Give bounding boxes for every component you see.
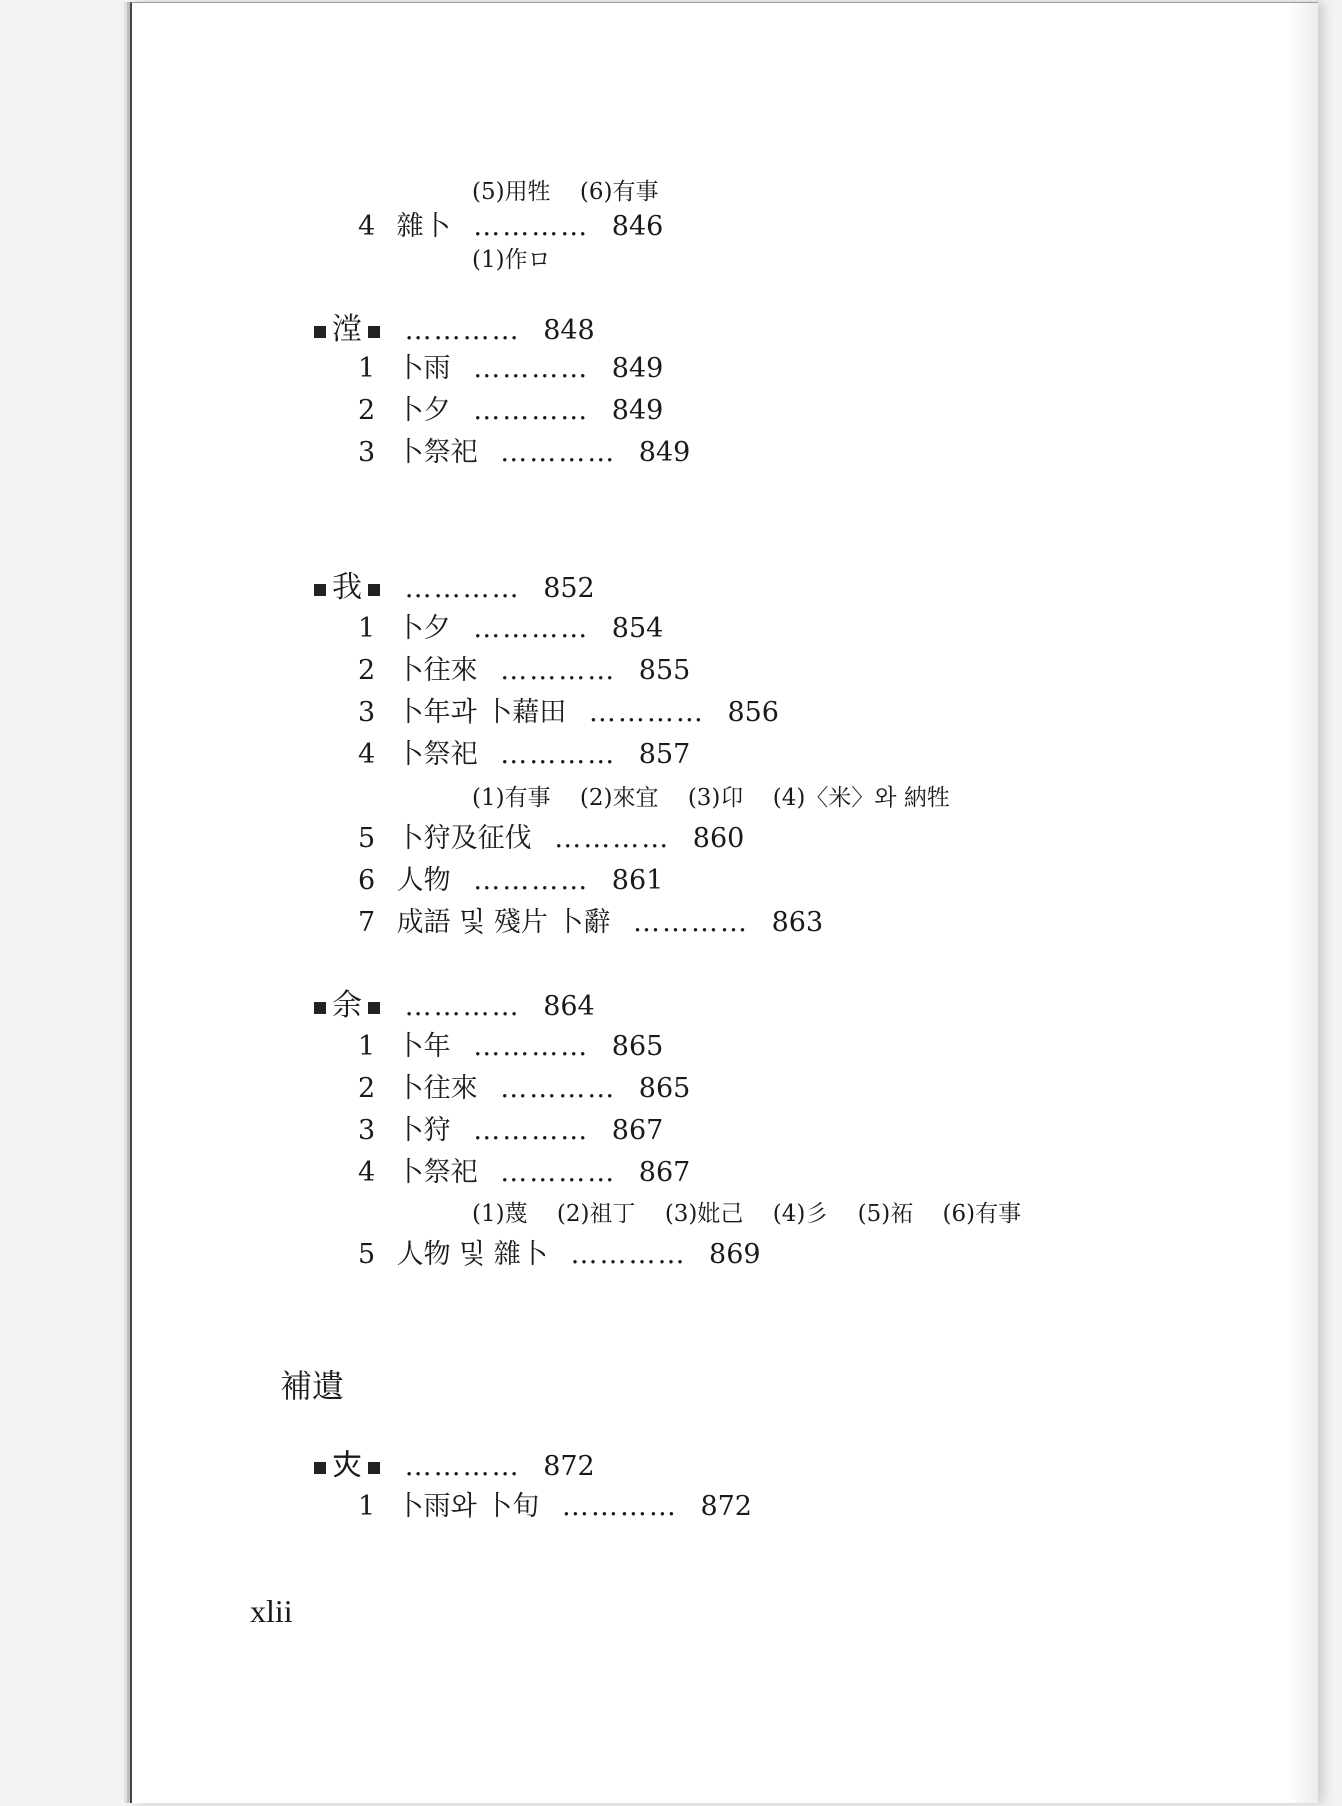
dot-leader: ………… [500, 1157, 617, 1188]
book-page [130, 2, 1318, 1803]
entry-title: 卜祭祀 [396, 437, 478, 468]
toc-subitems [472, 249, 551, 272]
entry-title: 卜往來 [396, 1073, 478, 1104]
page-number: 872 [543, 1451, 595, 1482]
dot-leader: ………… [633, 907, 750, 938]
page-number: 869 [709, 1239, 761, 1270]
toc-entry [358, 741, 690, 768]
page-number: 861 [611, 865, 664, 896]
entry-number: 2 [358, 395, 376, 426]
toc-subitems [472, 787, 950, 810]
entry-number: 1 [358, 353, 376, 384]
dot-leader: ………… [588, 697, 705, 728]
toc-entry [358, 867, 663, 894]
toc-entry [358, 699, 779, 726]
entry-title: 人物 및 雜卜 [396, 1239, 548, 1270]
square-bullet-icon [314, 1002, 326, 1014]
entry-number: 5 [358, 1239, 376, 1270]
dot-leader: ………… [500, 739, 617, 770]
entry-title: 卜雨와 卜旬 [396, 1491, 540, 1522]
page-number: 856 [727, 697, 779, 728]
toc-entry [358, 615, 663, 642]
toc-entry [358, 1075, 690, 1102]
dot-leader: ………… [473, 211, 590, 242]
subitem: (5)用牲 [472, 179, 551, 205]
section-heading: 補遺 [280, 1367, 345, 1405]
page-number: 849 [638, 437, 691, 468]
page-number: 864 [543, 991, 595, 1022]
toc-section [308, 570, 595, 605]
toc-entry [358, 1241, 761, 1268]
dot-leader: ………… [500, 655, 617, 686]
page-number: 865 [638, 1073, 691, 1104]
subitem: (6)有事 [942, 1201, 1022, 1227]
page-number: 846 [611, 211, 664, 242]
page-number: 867 [611, 1115, 664, 1146]
toc-entry [358, 909, 823, 936]
page-number: 857 [638, 739, 691, 770]
toc-section [308, 312, 595, 347]
subitem: (1)作ロ [472, 247, 551, 273]
section-title: 余 [332, 988, 362, 1023]
toc-entry [358, 1159, 690, 1186]
dot-leader: ………… [473, 1115, 590, 1146]
entry-title: 卜祭祀 [396, 739, 478, 770]
page-number: 849 [611, 353, 664, 384]
dot-leader: ………… [500, 437, 617, 468]
dot-leader: ………… [473, 1031, 590, 1062]
table-of-contents [132, 3, 1318, 1803]
page-number: 863 [771, 907, 824, 938]
square-bullet-icon [368, 584, 380, 596]
entry-number: 5 [358, 823, 376, 854]
toc-entry [358, 825, 744, 852]
entry-number: 3 [358, 697, 376, 728]
entry-number: 3 [358, 1115, 376, 1146]
entry-title: 卜狩 [396, 1115, 451, 1146]
toc-subitems [472, 181, 659, 204]
toc-subitems [472, 1203, 1021, 1226]
toc-section [308, 988, 595, 1023]
entry-title: 卜祭祀 [396, 1157, 478, 1188]
entry-number: 4 [358, 739, 376, 770]
subitem: (3)卬 [687, 785, 744, 811]
square-bullet-icon [368, 326, 380, 338]
entry-number: 2 [358, 655, 376, 686]
entry-number: 4 [358, 1157, 376, 1188]
toc-entry [358, 397, 663, 424]
square-bullet-icon [314, 584, 326, 596]
section-title: 漟 [332, 312, 362, 347]
subitem: (6)有事 [579, 179, 659, 205]
entry-title: 卜夕 [396, 613, 451, 644]
subitem: (4)〈米〉와 納牲 [772, 785, 950, 811]
subitem: (1)有事 [472, 785, 551, 811]
entry-title: 雜卜 [396, 211, 451, 242]
page-folio: xlii [250, 1593, 293, 1629]
dot-leader: ………… [561, 1491, 678, 1522]
entry-title: 卜雨 [396, 353, 451, 384]
subitem: (2)來宜 [579, 785, 659, 811]
entry-number: 6 [358, 865, 376, 896]
dot-leader: ………… [554, 823, 671, 854]
subitem: (3)妣己 [664, 1201, 744, 1227]
dot-leader: ………… [404, 315, 521, 346]
entry-number: 1 [358, 1031, 376, 1062]
entry-title: 卜往來 [396, 655, 478, 686]
entry-number: 1 [358, 613, 376, 644]
toc-entry [358, 1117, 663, 1144]
entry-number: 3 [358, 437, 376, 468]
toc-section [308, 1448, 595, 1483]
entry-title: 卜夕 [396, 395, 451, 426]
square-bullet-icon [368, 1462, 380, 1474]
dot-leader: ………… [404, 1451, 521, 1482]
dot-leader: ………… [500, 1073, 617, 1104]
page-number: 867 [638, 1157, 691, 1188]
toc-entry [358, 213, 663, 240]
toc-entry [358, 1493, 752, 1520]
entry-title: 卜年 [396, 1031, 451, 1062]
page-number: 860 [692, 823, 745, 854]
page-number: 848 [543, 315, 595, 346]
entry-title: 卜狩及征伐 [396, 823, 532, 854]
dot-leader: ………… [473, 613, 590, 644]
section-title: 𡗜 [332, 1448, 362, 1483]
dot-leader: ………… [404, 573, 521, 604]
entry-number: 1 [358, 1491, 376, 1522]
entry-number: 2 [358, 1073, 376, 1104]
page-number: 852 [543, 573, 595, 604]
toc-entry [358, 439, 690, 466]
entry-number: 4 [358, 211, 376, 242]
dot-leader: ………… [473, 395, 590, 426]
page-number: 855 [638, 655, 691, 686]
section-title: 我 [332, 570, 362, 605]
page-number: 849 [611, 395, 664, 426]
subitem: (2)祖丁 [556, 1201, 636, 1227]
dot-leader: ………… [473, 865, 590, 896]
entry-title: 成語 및 殘片 卜辭 [396, 907, 611, 938]
subitem: (4)彡 [772, 1201, 829, 1227]
toc-entry [358, 657, 690, 684]
entry-title: 人物 [396, 865, 451, 896]
dot-leader: ………… [473, 353, 590, 384]
square-bullet-icon [368, 1002, 380, 1014]
page-number: 854 [611, 613, 664, 644]
subitem: (5)祏 [857, 1201, 914, 1227]
toc-entry [358, 1033, 663, 1060]
square-bullet-icon [314, 326, 326, 338]
dot-leader: ………… [404, 991, 521, 1022]
entry-title: 卜年과 卜藉田 [396, 697, 567, 728]
entry-number: 7 [358, 907, 376, 938]
square-bullet-icon [314, 1462, 326, 1474]
dot-leader: ………… [570, 1239, 687, 1270]
subitem: (1)蔑 [472, 1201, 528, 1227]
page-number: 865 [611, 1031, 664, 1062]
page-number: 872 [700, 1491, 752, 1522]
toc-entry [358, 355, 663, 382]
